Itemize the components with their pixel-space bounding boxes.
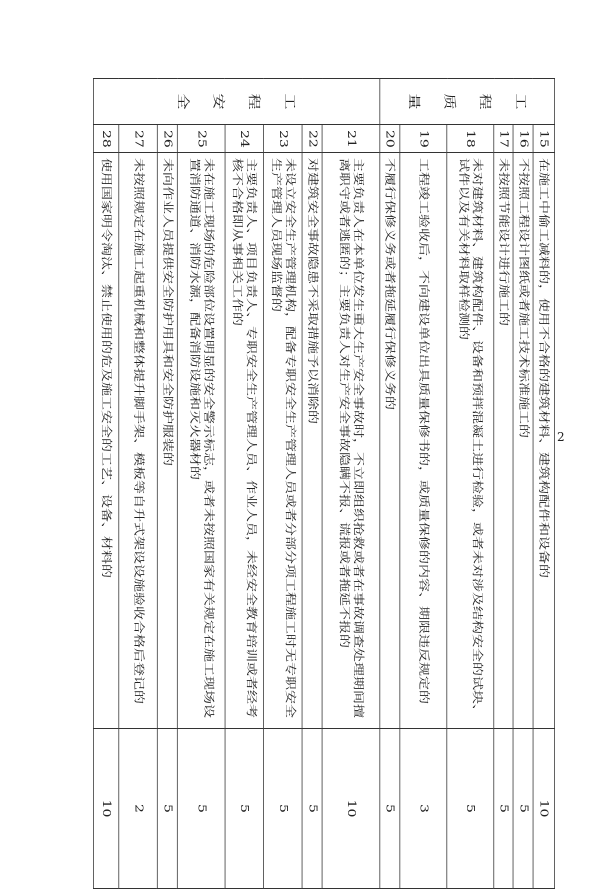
category-char: 安 bbox=[211, 93, 227, 110]
penalty-score-table bbox=[93, 78, 555, 889]
row-violation-text: 不履行保修义务或者拖延履行保修义务的 bbox=[380, 153, 400, 729]
table-row bbox=[400, 79, 447, 889]
row-violation-text: 不按照工程设计图纸或者施工技术标准施工的 bbox=[513, 153, 532, 729]
table-row bbox=[302, 79, 322, 889]
row-violation-text: 未向作业人员提供安全防护用具和安全防护服装的 bbox=[157, 153, 177, 729]
row-score: 5 bbox=[157, 729, 177, 889]
row-violation-text: 未在施工现场的危险部位设置明显的安全警示标志，或者未按照国家有关规定在施工现场设置消防通道、消防水源，配备消防设施和灭火器材的 bbox=[178, 153, 225, 729]
row-violation-text: 在施工中偷工减料的，使用不合格的建筑材料、建筑构配件和设备的 bbox=[533, 153, 555, 729]
category-char: 量 bbox=[407, 93, 422, 110]
row-score: 5 bbox=[447, 729, 494, 889]
row-violation-text: 未对建筑材料、建筑构配件、设备和预拌混凝土进行检验，或者未对涉及结构安全的试块、试件以及有关材料取样检测的 bbox=[447, 153, 494, 729]
row-score: 5 bbox=[380, 729, 400, 889]
row-score: 5 bbox=[178, 729, 225, 889]
row-score: 5 bbox=[302, 729, 322, 889]
row-score: 2 bbox=[119, 729, 158, 889]
row-number: 20 bbox=[380, 125, 400, 153]
category-char: 工 bbox=[513, 93, 528, 110]
row-number: 27 bbox=[119, 125, 158, 153]
table-row bbox=[263, 79, 302, 889]
page-number: 2 bbox=[557, 430, 565, 444]
row-score: 5 bbox=[263, 729, 302, 889]
row-score: 10 bbox=[93, 729, 118, 889]
row-violation-text: 使用国家明令淘汰、禁止使用的危及施工安全的工艺、设备、材料的 bbox=[93, 153, 118, 729]
row-violation-text: 主要负责人、项目负责人、专职安全生产管理人员、作业人员，未经安全教育培训或者经考核不合格即从事相关工作的 bbox=[225, 153, 264, 729]
row-score: 5 bbox=[225, 729, 264, 889]
rotated-table-wrapper bbox=[93, 78, 555, 888]
table-row bbox=[119, 79, 158, 889]
row-number: 23 bbox=[263, 125, 302, 153]
table-row bbox=[157, 79, 177, 889]
row-number: 24 bbox=[225, 125, 264, 153]
table-row bbox=[447, 79, 494, 889]
row-number: 19 bbox=[400, 125, 447, 153]
category-char: 全 bbox=[176, 93, 192, 110]
row-number: 22 bbox=[302, 125, 322, 153]
table-row bbox=[533, 79, 555, 889]
row-violation-text: 对建筑安全事故隐患不采取措施予以消除的 bbox=[302, 153, 322, 729]
row-violation-text: 未按照规定在施工起重机械和整体提升脚手架、模板等自升式架设设施验收合格后登记的 bbox=[119, 153, 158, 729]
row-score: 5 bbox=[513, 729, 532, 889]
row-number: 17 bbox=[494, 125, 513, 153]
table-row bbox=[380, 79, 400, 889]
row-number: 26 bbox=[157, 125, 177, 153]
row-violation-text: 工程竣工验收后，不向建设单位出具质量保修书的，或质量保修的内容、期限违反规定的 bbox=[400, 153, 447, 729]
row-number: 15 bbox=[533, 125, 555, 153]
table-row bbox=[322, 79, 379, 889]
row-violation-text: 主要负责人在本单位发生重大生产安全事故时，不立即组织抢救或者在事故调查处理期间擅离职守或者逃匿的；主要负责人对生产安全事故隐瞒不报、谎报或者拖延不报的 bbox=[322, 153, 379, 729]
row-score: 3 bbox=[400, 729, 447, 889]
row-score: 10 bbox=[533, 729, 555, 889]
category-char: 程 bbox=[477, 93, 493, 110]
table-row bbox=[225, 79, 264, 889]
row-violation-text: 未按照节能设计进行施工的 bbox=[494, 153, 513, 729]
table-row bbox=[513, 79, 532, 889]
table-row bbox=[178, 79, 225, 889]
category-safety bbox=[93, 79, 379, 125]
row-number: 28 bbox=[93, 125, 118, 153]
row-number: 16 bbox=[513, 125, 532, 153]
category-char: 工 bbox=[282, 93, 298, 110]
table-row bbox=[93, 79, 118, 889]
table-row bbox=[494, 79, 513, 889]
row-score: 5 bbox=[494, 729, 513, 889]
category-char: 程 bbox=[247, 93, 262, 110]
row-number: 25 bbox=[178, 125, 225, 153]
row-violation-text: 未设立安全生产管理机构，配备专职安全生产管理人员或者分部分项工程施工时无专职安全生产管理人员现场监督的 bbox=[263, 153, 302, 729]
category-char: 质 bbox=[442, 93, 458, 110]
row-number: 18 bbox=[447, 125, 494, 153]
category-quality bbox=[380, 79, 555, 125]
row-score: 10 bbox=[322, 729, 379, 889]
row-number: 21 bbox=[322, 125, 379, 153]
